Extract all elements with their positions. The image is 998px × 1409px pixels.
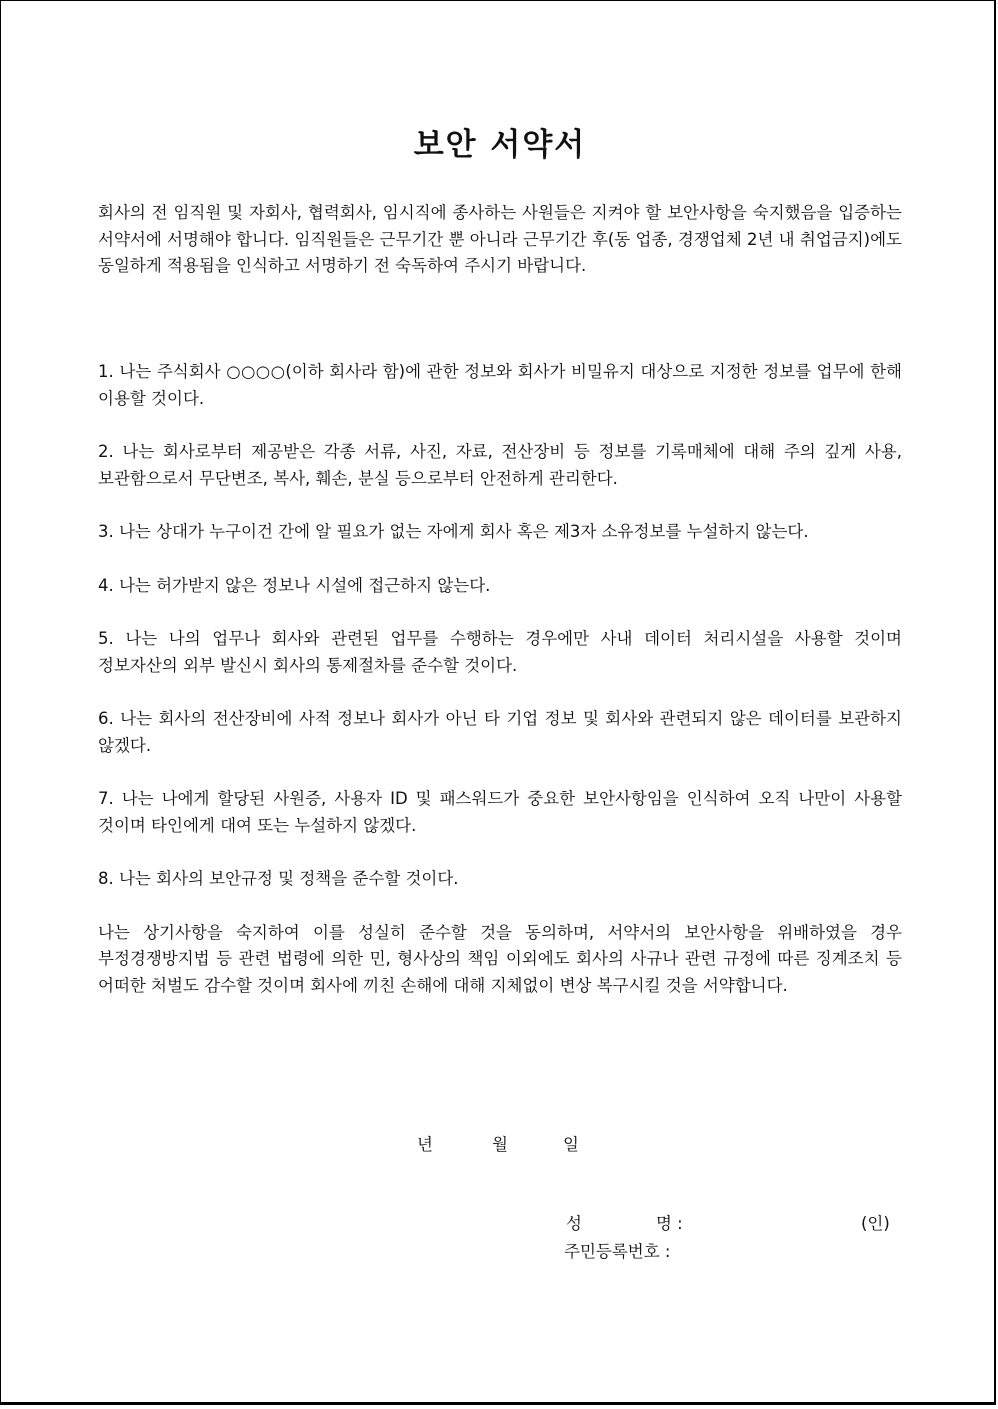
clause-item: 7. 나는 나에게 할당된 사원증, 사용자 ID 및 패스워드가 중요한 보안사항임을 인식하여 오직 나만이 사용할 것이며 타인에게 대여 또는 누설하지 않겠다. [98, 789, 902, 835]
date-month-label: 월 [492, 1135, 508, 1154]
name-label-second: 명 : [656, 1214, 683, 1233]
id-number-label: 주민등록번호 : [564, 1242, 671, 1261]
clause-item: 1. 나는 주식회사 ○○○○(이하 회사라 함)에 관한 정보와 회사가 비밀유지 대상으로 지정한 정보를 업무에 한해 이용할 것이다. [98, 362, 902, 408]
date-year-label: 년 [417, 1135, 433, 1154]
clause-item: 6. 나는 회사의 전산장비에 사적 정보나 회사가 아닌 타 기업 정보 및 회사와 관련되지 않은 데이터를 보관하지 않겠다. [98, 709, 902, 755]
name-row [564, 1210, 904, 1238]
intro-paragraph: 회사의 전 임직원 및 자회사, 협력회사, 임시직에 종사하는 사원들은 지켜야 할 보안사항을 숙지했음을 입증하는 서약서에 서명해야 합니다. 임직원들은 근무기간 뿐 아니라 근무기간 후(동 업종, 경쟁업체 2년 내 취업금지)에도 동일하게 적용됨을 인식하고 서명하기 전 숙독하여 주시기 바랍니다. [98, 203, 902, 275]
document-title: 보안 서약서 [413, 127, 587, 163]
clause-item: 3. 나는 상대가 누구이건 간에 알 필요가 없는 자에게 회사 혹은 제3자 소유정보를 누설하지 않는다. [98, 522, 809, 541]
clause-item: 2. 나는 회사로부터 제공받은 각종 서류, 사진, 자료, 전산장비 등 정보를 기록매체에 대해 주의 깊게 사용, 보관함으로서 무단변조, 복사, 훼손, 분실 등으로부터 안전하게 관리한다. [98, 442, 902, 488]
date-day-label: 일 [563, 1135, 579, 1154]
name-label-first: 성 [566, 1214, 582, 1233]
signature-block [564, 1210, 904, 1266]
clause-item: 4. 나는 허가받지 않은 정보나 시설에 접근하지 않는다. [98, 575, 491, 595]
pledge-paragraph: 나는 상기사항을 숙지하여 이를 성실히 준수할 것을 동의하며, 서약서의 보안사항을 위배하였을 경우 부정경쟁방지법 등 관련 법령에 의한 민, 형사상의 책임 이외에도 회사의 사규나 관련 규정에 따른 징계조치 등 어떠한 처벌도 감수할 것이며 회사에 끼친 손해에 대해 지체없이 변상 복구시킬 것을 서약합니다. [98, 922, 902, 995]
id-number-row [564, 1238, 904, 1266]
clause-list [98, 359, 902, 1026]
seal-label: (인) [861, 1214, 890, 1233]
clause-item: 5. 나는 나의 업무나 회사와 관련된 업무를 수행하는 경우에만 사내 데이터 처리시설을 사용할 것이며 정보자산의 외부 발신시 회사의 통제절차를 준수할 것이다. [98, 629, 902, 675]
clause-item: 8. 나는 회사의 보안규정 및 정책을 준수할 것이다. [98, 869, 459, 888]
